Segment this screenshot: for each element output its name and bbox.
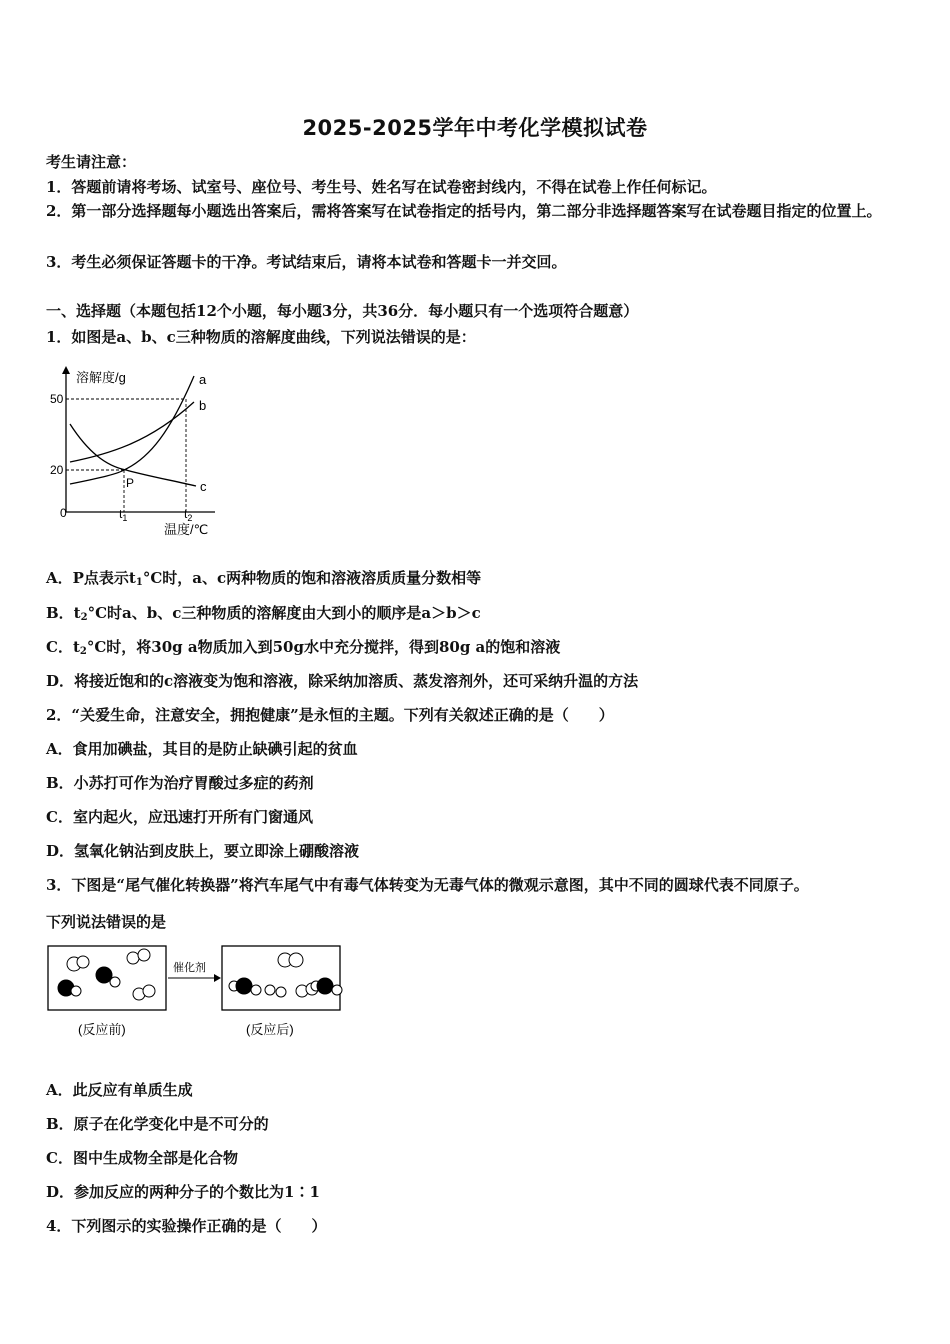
- before-label: (反应前): [78, 1022, 126, 1037]
- q1-option-b: B．$t_2^\circ C$时a、b、c三种物质的溶解度由大到小的顺序是a＞b＞c: [46, 604, 481, 623]
- notice-item-2: 2．第一部分选择题每小题选出答案后，需将答案写在试卷指定的括号内，第二部分非选择题答案写在试卷题目指定的位置上。: [46, 202, 882, 220]
- y-tick-50: 50: [50, 392, 64, 406]
- y-tick-20: 20: [50, 463, 64, 477]
- q2-option-b: B．小苏打可作为治疗胃酸过多症的药剂: [46, 774, 314, 792]
- catalyst-label: 催化剂: [173, 962, 206, 974]
- q4-stem: 4．下列图示的实验操作正确的是（ ）: [46, 1217, 327, 1235]
- curve-c-label: c: [200, 479, 207, 494]
- q1-option-c: C．$t_2^\circ C$时，将30g a物质加入到50g水中充分搅拌，得到80g a的饱和溶液: [46, 638, 561, 657]
- q3-option-d: D．参加反应的两种分子的个数比为1∶1: [46, 1183, 320, 1201]
- x-axis-label: 温度/℃: [164, 522, 209, 537]
- reaction-diagram: [44, 942, 344, 1042]
- q3-stem-2: 下列说法错误的是: [46, 913, 167, 931]
- q2-option-c: C．室内起火，应迅速打开所有门窗通风: [46, 808, 313, 826]
- q3-option-c: C．图中生成物全部是化合物: [46, 1149, 238, 1167]
- x-tick-t1: $t_1$: [119, 507, 128, 523]
- point-p-label: P: [126, 476, 135, 490]
- q3-option-a: A．此反应有单质生成: [46, 1081, 193, 1099]
- y-axis-label: 溶解度/g: [76, 370, 126, 385]
- curve-b: [70, 402, 194, 462]
- curve-a: [70, 376, 194, 484]
- page-title: 2025-2025学年中考化学模拟试卷: [302, 116, 648, 140]
- q2-option-a: A．食用加碘盐，其目的是防止缺碘引起的贫血: [46, 740, 358, 758]
- origin-label: 0: [60, 506, 67, 520]
- notice-item-1: 1．答题前请将考场、试室号、座位号、考生号、姓名写在试卷密封线内，不得在试卷上作任何标记。: [46, 178, 717, 196]
- notice-heading: 考生请注意：: [46, 153, 137, 171]
- q2-option-d: D．氢氧化钠沾到皮肤上，要立即涂上硼酸溶液: [46, 842, 360, 860]
- after-label: (反应后): [246, 1022, 294, 1037]
- q3-option-b: B．原子在化学变化中是不可分的: [46, 1115, 269, 1133]
- q1-option-a: A．P点表示$t_1^\circ C$时，a、c两种物质的饱和溶液溶质质量分数相等: [46, 569, 482, 588]
- q3-stem: 3．下图是“尾气催化转换器”将汽车尾气中有毒气体转变为无毒气体的微观示意图，其中不同的圆球代表不同原子。: [46, 876, 809, 894]
- q2-stem: 2．“关爱生命，注意安全，拥抱健康”是永恒的主题。下列有关叙述正确的是（ ）: [46, 706, 614, 724]
- section-heading: 一、选择题（本题包括12个小题，每小题3分，共36分．每小题只有一个选项符合题意）: [46, 302, 639, 320]
- curve-b-label: b: [199, 398, 207, 413]
- reaction-arrowhead: [214, 974, 221, 982]
- y-axis-arrow: [62, 366, 70, 374]
- q1-option-d: D．将接近饱和的c溶液变为饱和溶液，除采纳加溶质、蒸发溶剂外，还可采纳升温的方法: [46, 672, 639, 690]
- x-tick-t2: $t_2$: [184, 507, 193, 523]
- curve-a-label: a: [199, 372, 207, 387]
- q1-stem: 1．如图是a、b、c三种物质的溶解度曲线，下列说法错误的是：: [46, 328, 476, 346]
- notice-item-3: 3．考生必须保证答题卡的干净。考试结束后，请将本试卷和答题卡一并交回。: [46, 253, 567, 271]
- solubility-chart: [40, 362, 230, 540]
